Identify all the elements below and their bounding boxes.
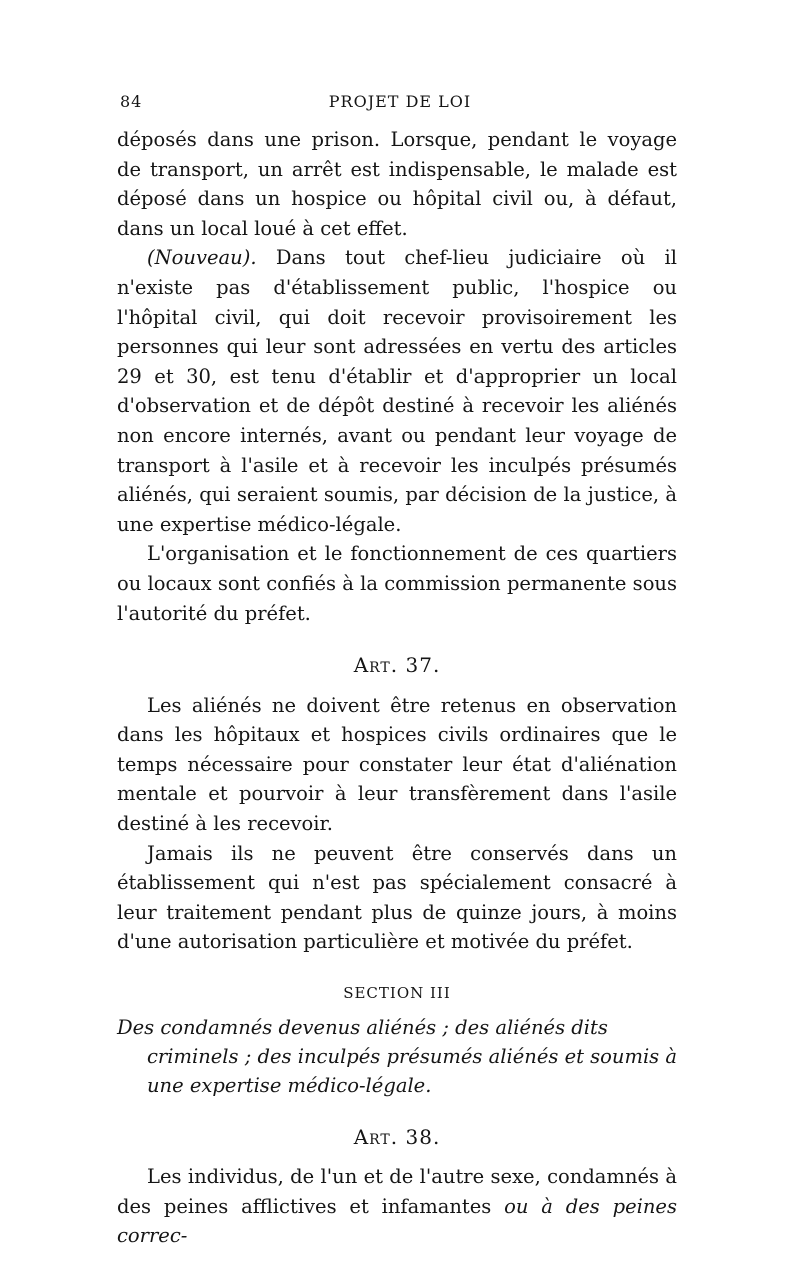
article-38-heading: Art. 38. (353, 1124, 441, 1149)
paragraph-continuation: déposés dans une prison. Lorsque, pendant le voyage de transport, un arrêt est indispensable, le malade est déposé dans un hospice ou hôpital civil ou, à défaut, dans un local loué à cet effet. (117, 128, 677, 240)
paragraph-nouveau-text: Dans tout chef-lieu judiciaire où il n'existe pas d'établissement public, l'hospice ou l'hôpital civil, qui doit recevoir provisoirement les personnes qui leur sont adressées en vertu des articles 29 et 30, est tenu d'établir et d'approprier un local d'observation et de dépôt destiné à recevoir les aliénés non encore internés, avant ou pendant leur voyage de transport à l'asile et à recevoir les inculpés présumés aliénés, qui seraient soumis, par décision de la justice, à une expertise médico-légale. (117, 246, 677, 536)
paragraph-organisation: L'organisation et le fonctionnement de ces quartiers ou locaux sont confiés à la commission permanente sous l'autorité du préfet. (117, 542, 677, 625)
paragraph-observation: Les aliénés ne doivent être retenus en observation dans les hôpitaux et hospices civils ordinaires que le temps nécessaire pour constater leur état d'aliénation mentale et pourvoir à leur transfèrement dans l'asile destiné à les recevoir. (117, 693, 677, 836)
running-head (120, 92, 680, 116)
section-heading: SECTION III (343, 984, 451, 1003)
paragraph-individus-italic: ou à des peines correc- (117, 1194, 677, 1248)
nouveau-label: (Nouveau). (147, 246, 257, 270)
paragraph-nouveau (117, 243, 677, 539)
paragraph-jamais: Jamais ils ne peuvent être conservés dans un établissement qui n'est pas spécialement consacré à leur traitement pendant plus de quinze jours, à moins d'une autorisation particulière et motivée du préfet. (117, 841, 677, 954)
page-body (117, 125, 677, 1251)
article-37-heading: Art. 37. (353, 653, 441, 678)
running-title: PROJET DE LOI (328, 92, 472, 111)
paragraph-individus-text: Les individus, de l'un et de l'autre sexe, condamnés à des peines afflictives et infamantes (117, 1165, 677, 1218)
paragraph-individus (117, 1162, 677, 1251)
page-number: 84 (120, 92, 143, 111)
section-title: Des condamnés devenus aliénés ; des aliénés dits criminels ; des inculpés présumés aliénés et soumis à une expertise médico-légale. (117, 1015, 678, 1097)
